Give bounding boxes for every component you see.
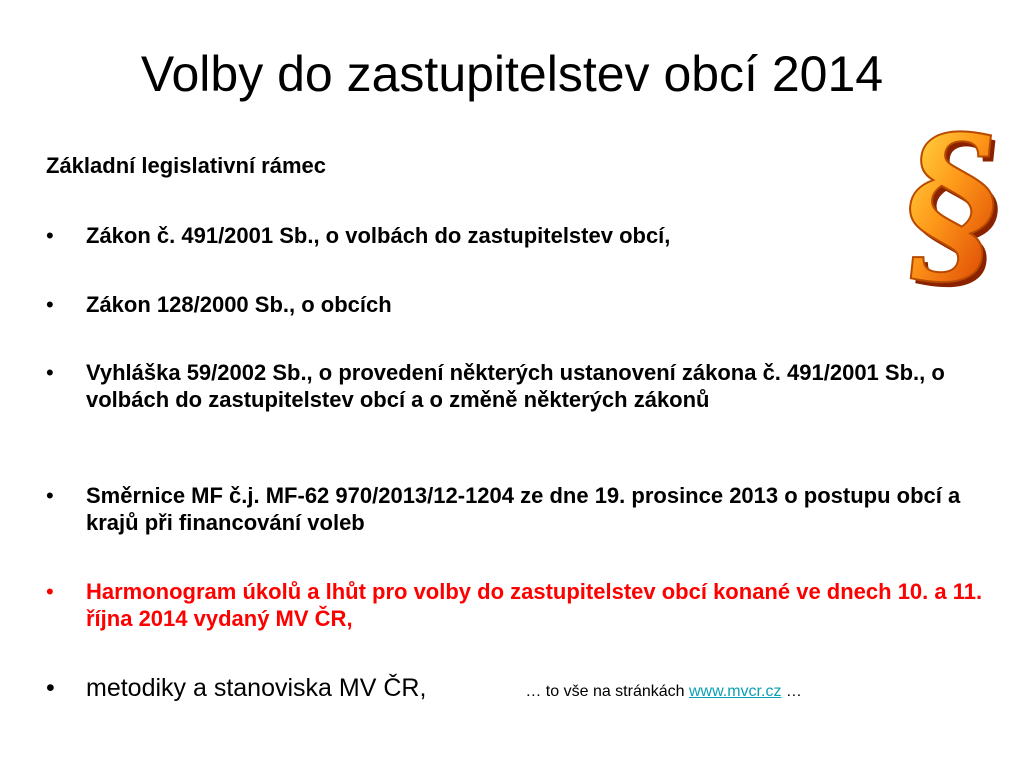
section-sign-icon: [906, 118, 1016, 298]
list-item-vyhlaska: [46, 359, 996, 413]
bullet-dot: •: [46, 674, 55, 702]
list-item-text: Zákon 128/2000 Sb., o obcích: [86, 292, 392, 317]
list-item-zakon-491: [46, 222, 996, 249]
section-heading: Základní legislativní rámec: [46, 153, 327, 178]
bullet-dot: •: [46, 483, 54, 508]
slide-title: Volby do zastupitelstev obcí 2014: [140, 46, 884, 102]
list-item-smernice: [46, 482, 996, 536]
list-item-zakon-128: [46, 291, 996, 318]
bullet-dot: •: [46, 223, 54, 248]
footer-note-suffix: …: [785, 683, 802, 700]
list-item-text: Zákon č. 491/2001 Sb., o volbách do zastupitelstev obcí,: [86, 223, 671, 248]
mvcr-link[interactable]: www.mvcr.cz: [689, 683, 782, 700]
list-item-text: Vyhláška 59/2002 Sb., o provedení některých ustanovení zákona č. 491/2001 Sb., o volbách do zastupitelstev obcí a o změně některých zákonů: [86, 360, 945, 412]
section-sign-shadow: §: [906, 118, 1015, 298]
list-item-harmonogram: [46, 578, 996, 632]
list-item-metodiky: [46, 673, 996, 707]
bullet-dot: •: [46, 292, 54, 317]
bullet-dot: •: [46, 579, 54, 604]
list-item-content: [86, 673, 996, 707]
section-sign-glyph: §: [906, 118, 1011, 298]
list-item-text: Harmonogram úkolů a lhůt pro volby do zastupitelstev obcí konané ve dnech 10. a 11. října 2014 vydaný MV ČR,: [86, 579, 983, 631]
footer-note-prefix: … to vše na stránkách: [525, 683, 685, 700]
footer-note: [525, 683, 802, 700]
list-item-text: metodiky a stanoviska MV ČR,: [86, 674, 427, 702]
bullet-dot: •: [46, 360, 54, 385]
list-item-text: Směrnice MF č.j. MF-62 970/2013/12-1204 ze dne 19. prosince 2013 o postupu obcí a krajů při financování voleb: [86, 483, 961, 535]
